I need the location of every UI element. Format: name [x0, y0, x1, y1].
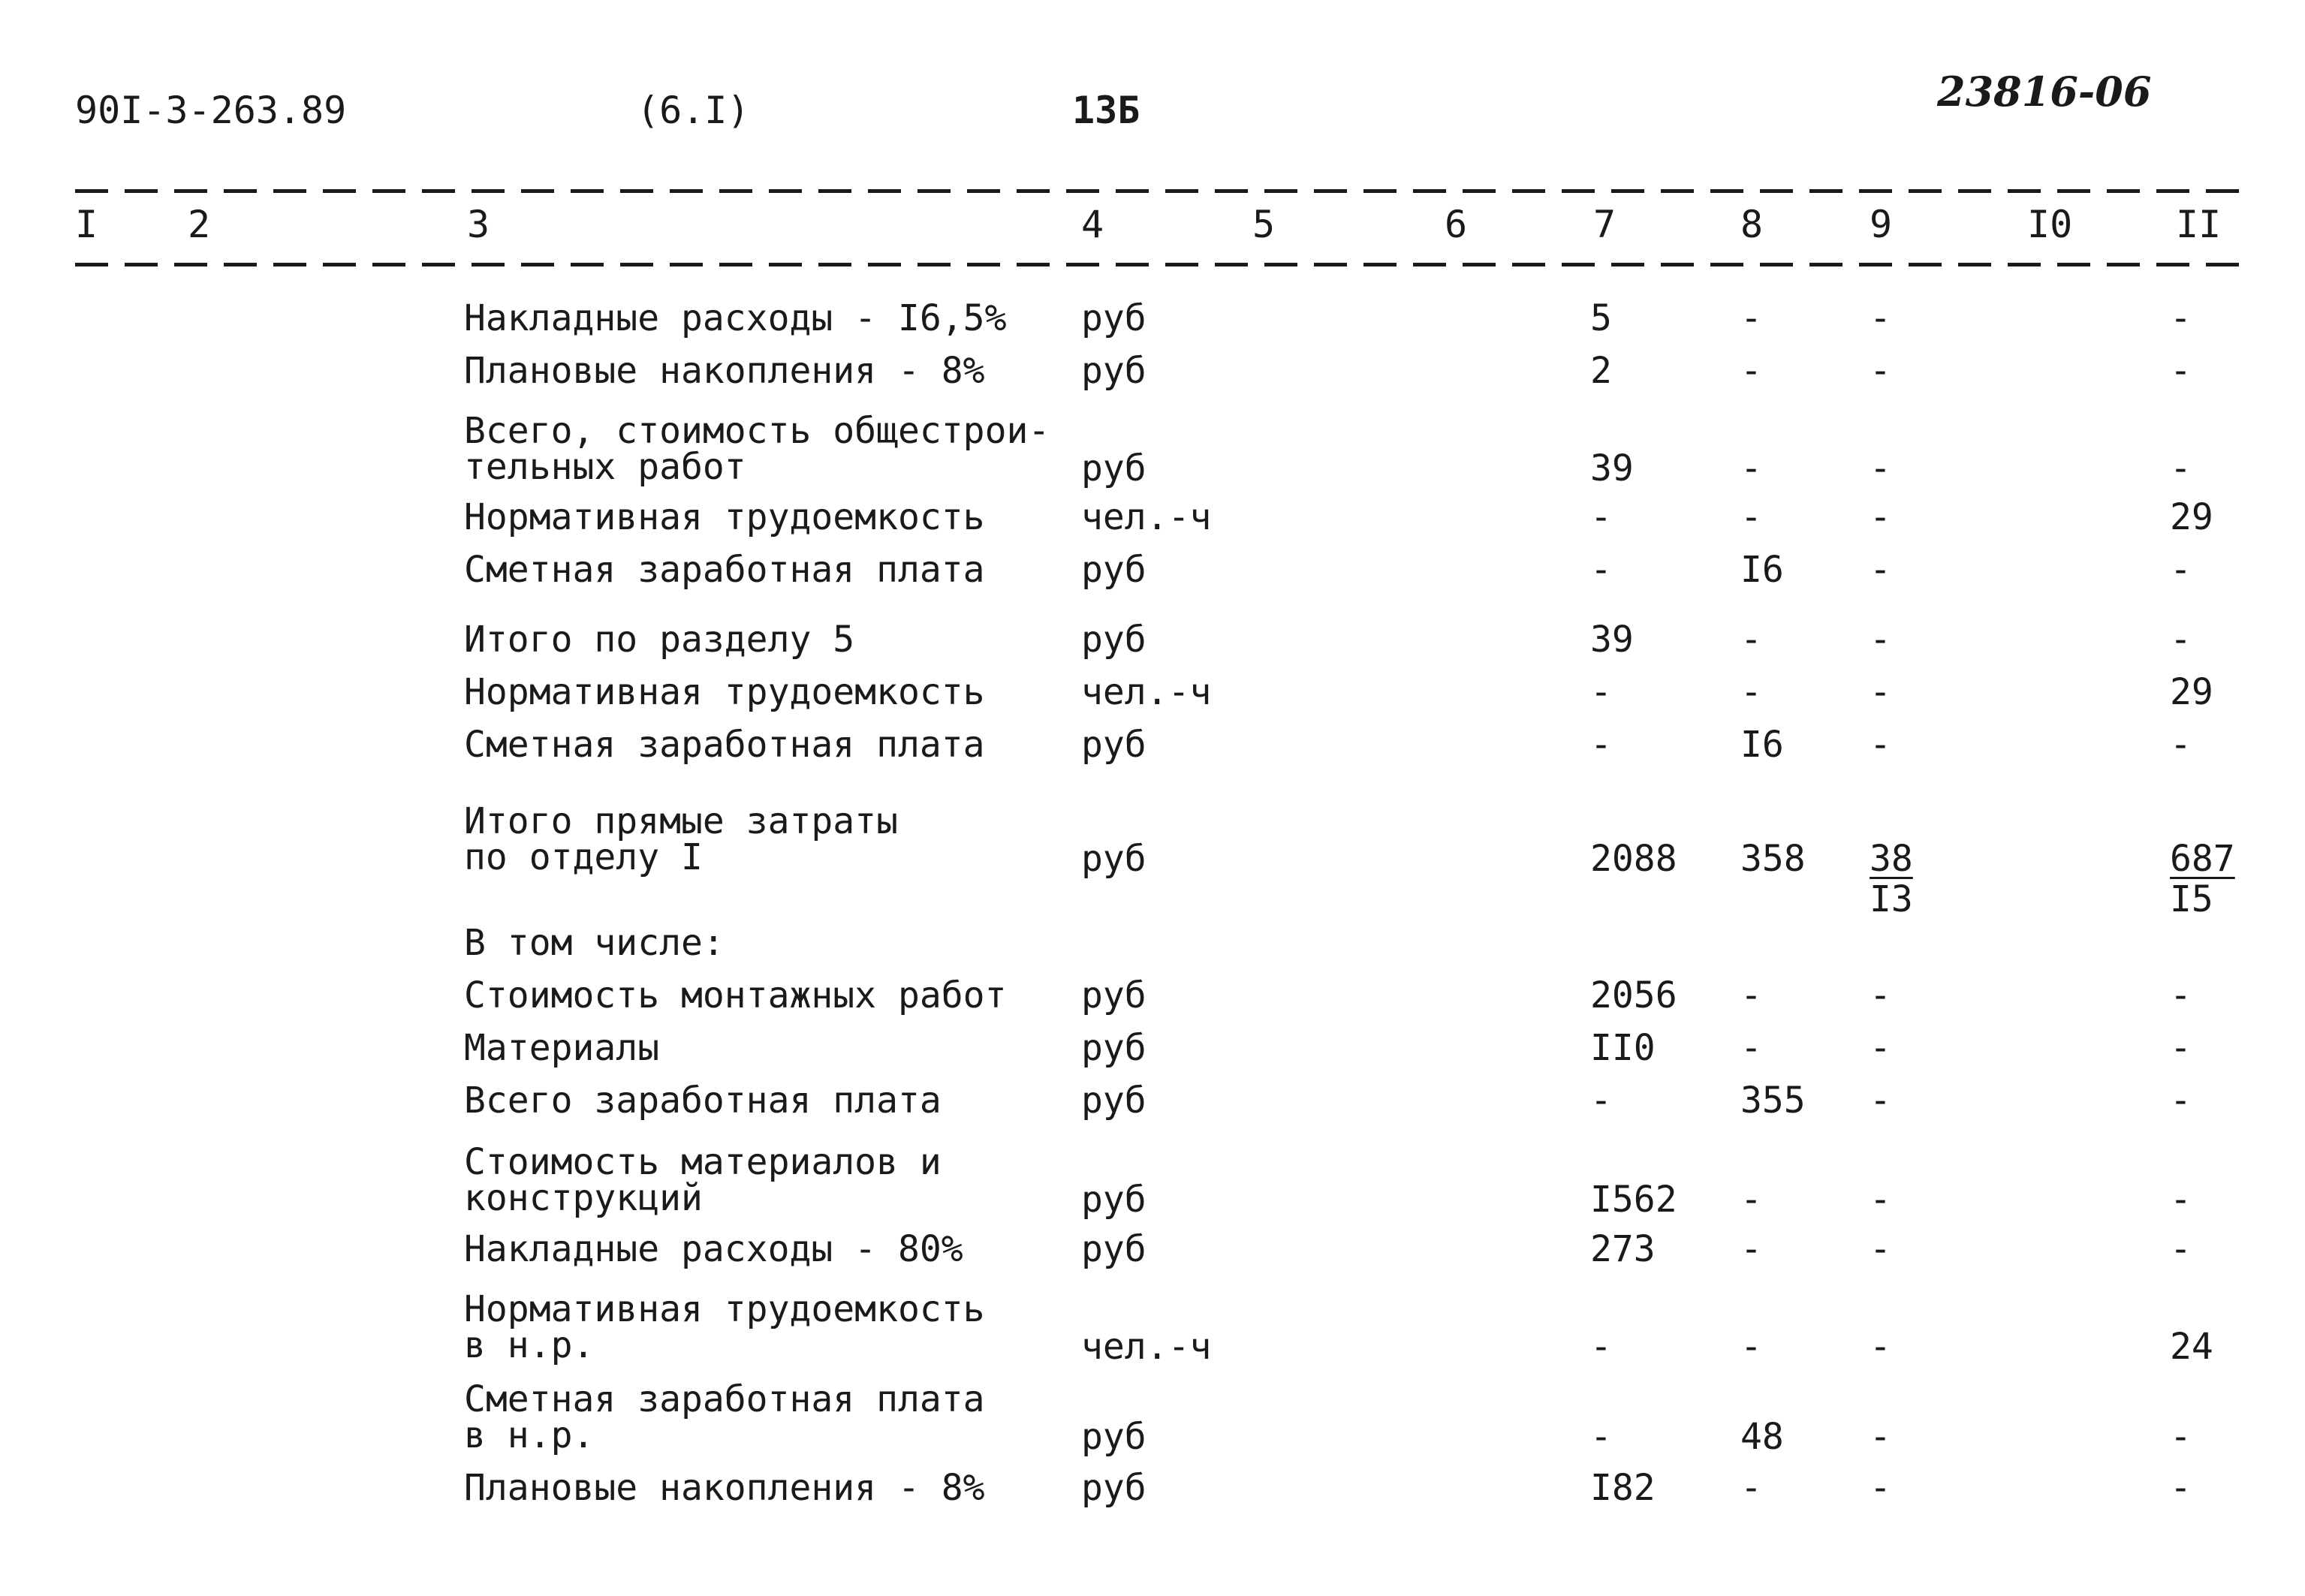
row-labor-hours: -	[2170, 1080, 2192, 1122]
row-name: Стоимость материалов и конструкций	[464, 1141, 942, 1219]
row-unit: чел.-ч	[1081, 1326, 1212, 1368]
row-wages: I6	[1740, 724, 1784, 766]
row-wages: -	[1740, 1179, 1762, 1221]
row-unit: руб	[1081, 619, 1146, 661]
row-name: Материалы	[464, 1027, 660, 1069]
row-labor-hours: 687	[2170, 838, 2235, 880]
row-wages: -	[1740, 447, 1762, 489]
row-wages: -	[1740, 619, 1762, 661]
column-number: 3	[467, 203, 490, 246]
row-machine-cost: -	[1870, 350, 1891, 392]
row-machine-cost: -	[1870, 1228, 1891, 1270]
row-machine-cost: -	[1870, 549, 1891, 591]
column-number: 9	[1870, 203, 1893, 246]
row-cost: -	[1590, 549, 1612, 591]
row-unit: руб	[1081, 549, 1146, 591]
row-unit: руб	[1081, 1228, 1146, 1270]
row-name: Нормативная трудоемкость	[464, 496, 985, 538]
row-cost: -	[1590, 671, 1612, 713]
row-cost: II0	[1590, 1027, 1656, 1069]
fraction-denominator: I3	[1870, 878, 1913, 920]
row-machine-cost: -	[1870, 1326, 1891, 1368]
row-wages: -	[1740, 974, 1762, 1016]
row-machine-cost: -	[1870, 671, 1891, 713]
row-machine-cost: -	[1870, 1179, 1891, 1221]
row-cost: 39	[1590, 619, 1634, 661]
row-cost: -	[1590, 1326, 1612, 1368]
row-wages: -	[1740, 350, 1762, 392]
row-name: Сметная заработная плата в н.р.	[464, 1378, 985, 1456]
row-labor-hours: -	[2170, 447, 2192, 489]
row-machine-cost: -	[1870, 1027, 1891, 1069]
column-number: 7	[1593, 203, 1617, 246]
row-wages: -	[1740, 297, 1762, 339]
row-machine-cost: -	[1870, 496, 1891, 538]
row-labor-hours: -	[2170, 1027, 2192, 1069]
row-name: Всего, стоимость общестрои- тельных работ	[464, 410, 1050, 488]
row-cost: 2056	[1590, 974, 1677, 1016]
row-name: Всего заработная плата	[464, 1080, 942, 1122]
row-unit: руб	[1081, 724, 1146, 766]
row-name: Накладные расходы - 80%	[464, 1228, 963, 1270]
row-cost: I82	[1590, 1467, 1656, 1509]
row-unit: руб	[1081, 350, 1146, 392]
column-number: 8	[1740, 203, 1764, 246]
row-machine-cost: -	[1870, 1080, 1891, 1122]
header-bottom-rule	[75, 263, 2252, 267]
row-wages: 358	[1740, 838, 1806, 880]
row-name: Плановые накопления - 8%	[464, 1467, 985, 1509]
row-name: Стоимость монтажных работ	[464, 974, 1007, 1016]
row-name: Плановые накопления - 8%	[464, 350, 985, 392]
row-cost: 39	[1590, 447, 1634, 489]
row-name: Итого прямые затраты по отделу I	[464, 800, 898, 878]
column-number: 2	[188, 203, 211, 246]
row-labor-hours: 29	[2170, 671, 2213, 713]
row-cost: 273	[1590, 1228, 1656, 1270]
row-unit: руб	[1081, 297, 1146, 339]
section-code: (6.I)	[637, 89, 750, 132]
row-unit: чел.-ч	[1081, 671, 1212, 713]
row-name: Нормативная трудоемкость	[464, 671, 985, 713]
row-machine-cost: -	[1870, 447, 1891, 489]
row-cost: -	[1590, 496, 1612, 538]
row-wages: -	[1740, 1228, 1762, 1270]
row-machine-cost: -	[1870, 1467, 1891, 1509]
row-machine-cost: -	[1870, 297, 1891, 339]
row-name: Нормативная трудоемкость в н.р.	[464, 1288, 985, 1366]
row-unit: руб	[1081, 974, 1146, 1016]
row-unit: руб	[1081, 1179, 1146, 1221]
row-labor-hours: 29	[2170, 496, 2213, 538]
row-name: Накладные расходы - I6,5%	[464, 297, 1007, 339]
column-number: 5	[1252, 203, 1276, 246]
row-cost: 2	[1590, 350, 1612, 392]
row-machine-cost: 38	[1870, 838, 1913, 880]
handwritten-number: 23816-06	[1937, 68, 2152, 116]
document-code: 90I-3-263.89	[75, 89, 347, 132]
row-cost: -	[1590, 1080, 1612, 1122]
row-labor-hours: 24	[2170, 1326, 2213, 1368]
row-unit: руб	[1081, 1467, 1146, 1509]
row-unit: руб	[1081, 1027, 1146, 1069]
row-machine-cost: -	[1870, 619, 1891, 661]
row-labor-hours: -	[2170, 1467, 2192, 1509]
row-cost: 2088	[1590, 838, 1677, 880]
row-labor-hours: -	[2170, 1416, 2192, 1458]
row-labor-hours: -	[2170, 619, 2192, 661]
row-wages: 48	[1740, 1416, 1784, 1458]
column-number: I0	[2027, 203, 2073, 246]
row-labor-hours: -	[2170, 724, 2192, 766]
column-number: 6	[1445, 203, 1468, 246]
row-unit: чел.-ч	[1081, 496, 1212, 538]
row-wages: -	[1740, 1027, 1762, 1069]
row-cost: I562	[1590, 1179, 1677, 1221]
row-wages: -	[1740, 496, 1762, 538]
row-name: Итого по разделу 5	[464, 619, 855, 661]
header-top-rule	[75, 189, 2252, 193]
row-wages: I6	[1740, 549, 1784, 591]
row-labor-hours: -	[2170, 1179, 2192, 1221]
row-wages: -	[1740, 1467, 1762, 1509]
row-wages: 355	[1740, 1080, 1806, 1122]
row-machine-cost: -	[1870, 974, 1891, 1016]
row-unit: руб	[1081, 1416, 1146, 1458]
row-name: Сметная заработная плата	[464, 549, 985, 591]
column-number: I	[75, 203, 98, 246]
row-name: В том числе:	[464, 922, 725, 964]
row-unit: руб	[1081, 838, 1146, 880]
row-wages: -	[1740, 671, 1762, 713]
row-unit: руб	[1081, 1080, 1146, 1122]
column-number: II	[2176, 203, 2222, 246]
row-labor-hours: -	[2170, 350, 2192, 392]
page-number: 13Б	[1072, 89, 1140, 132]
column-number: 4	[1081, 203, 1104, 246]
row-labor-hours: -	[2170, 974, 2192, 1016]
row-cost: -	[1590, 1416, 1612, 1458]
row-cost: 5	[1590, 297, 1612, 339]
row-labor-hours: -	[2170, 297, 2192, 339]
row-labor-hours: -	[2170, 1228, 2192, 1270]
row-machine-cost: -	[1870, 724, 1891, 766]
row-labor-hours: -	[2170, 549, 2192, 591]
row-unit: руб	[1081, 447, 1146, 489]
row-cost: -	[1590, 724, 1612, 766]
row-name: Сметная заработная плата	[464, 724, 985, 766]
row-machine-cost: -	[1870, 1416, 1891, 1458]
fraction-denominator: I5	[2170, 878, 2213, 920]
row-wages: -	[1740, 1326, 1762, 1368]
